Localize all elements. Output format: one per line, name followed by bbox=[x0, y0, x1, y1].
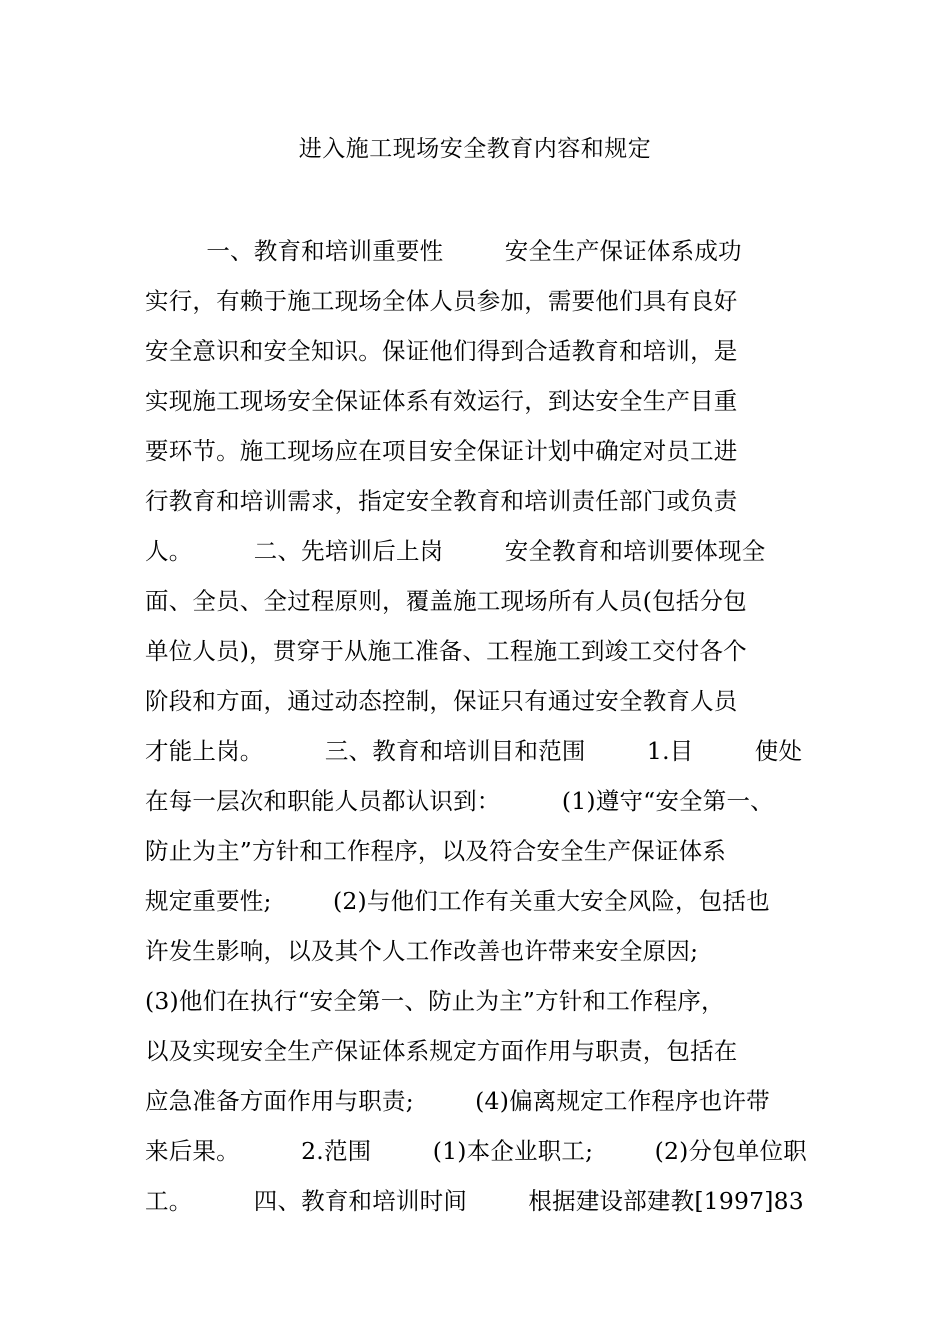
body-line: 单位人员)，贯穿于从施工准备、工程施工到竣工交付各个 bbox=[145, 637, 747, 665]
body-line: 才能上岗。 三、教育和培训目和范围 1.目 使处 bbox=[145, 737, 803, 765]
body-line: 面、全员、全过程原则，覆盖施工现场所有人员(包括分包 bbox=[145, 587, 747, 615]
body-line: 以及实现安全生产保证体系规定方面作用与职责，包括在 bbox=[145, 1037, 738, 1065]
body-line: 来后果。 2.范围 (1)本企业职工; (2)分包单位职 bbox=[145, 1137, 807, 1165]
body-line: 工。 四、教育和培训时间 根据建设部建教[1997]83 bbox=[145, 1187, 804, 1215]
body-line: 防止为主”方针和工作程序，以及符合安全生产保证体系 bbox=[145, 837, 727, 865]
body-line: 许发生影响，以及其个人工作改善也许带来安全原因; bbox=[145, 937, 699, 965]
body-line: 行教育和培训需求，指定安全教育和培训责任部门或负责 bbox=[145, 487, 738, 515]
body-line: 实现施工现场安全保证体系有效运行，到达安全生产目重 bbox=[145, 387, 738, 415]
body-line: 要环节。施工现场应在项目安全保证计划中确定对员工进 bbox=[145, 437, 738, 465]
body-line: 规定重要性; (2)与他们工作有关重大安全风险，包括也 bbox=[145, 887, 770, 915]
body-line: (3)他们在执行“安全第一、防止为主”方针和工作程序， bbox=[145, 987, 725, 1015]
body-line: 人。 二、先培训后上岗 安全教育和培训要体现全 bbox=[145, 537, 766, 565]
body-line: 一、教育和培训重要性 安全生产保证体系成功 bbox=[145, 237, 742, 265]
body-line: 安全意识和安全知识。保证他们得到合适教育和培训，是 bbox=[145, 337, 738, 365]
body-line: 阶段和方面，通过动态控制，保证只有通过安全教育人员 bbox=[145, 687, 738, 715]
document-title: 进入施工现场安全教育内容和规定 bbox=[298, 136, 652, 162]
body-line: 在每一层次和职能人员都认识到： (1)遵守“安全第一、 bbox=[145, 787, 774, 815]
body-line: 实行，有赖于施工现场全体人员参加，需要他们具有良好 bbox=[145, 287, 738, 315]
document-body bbox=[145, 226, 825, 1226]
body-line: 应急准备方面作用与职责; (4)偏离规定工作程序也许带 bbox=[145, 1087, 770, 1115]
